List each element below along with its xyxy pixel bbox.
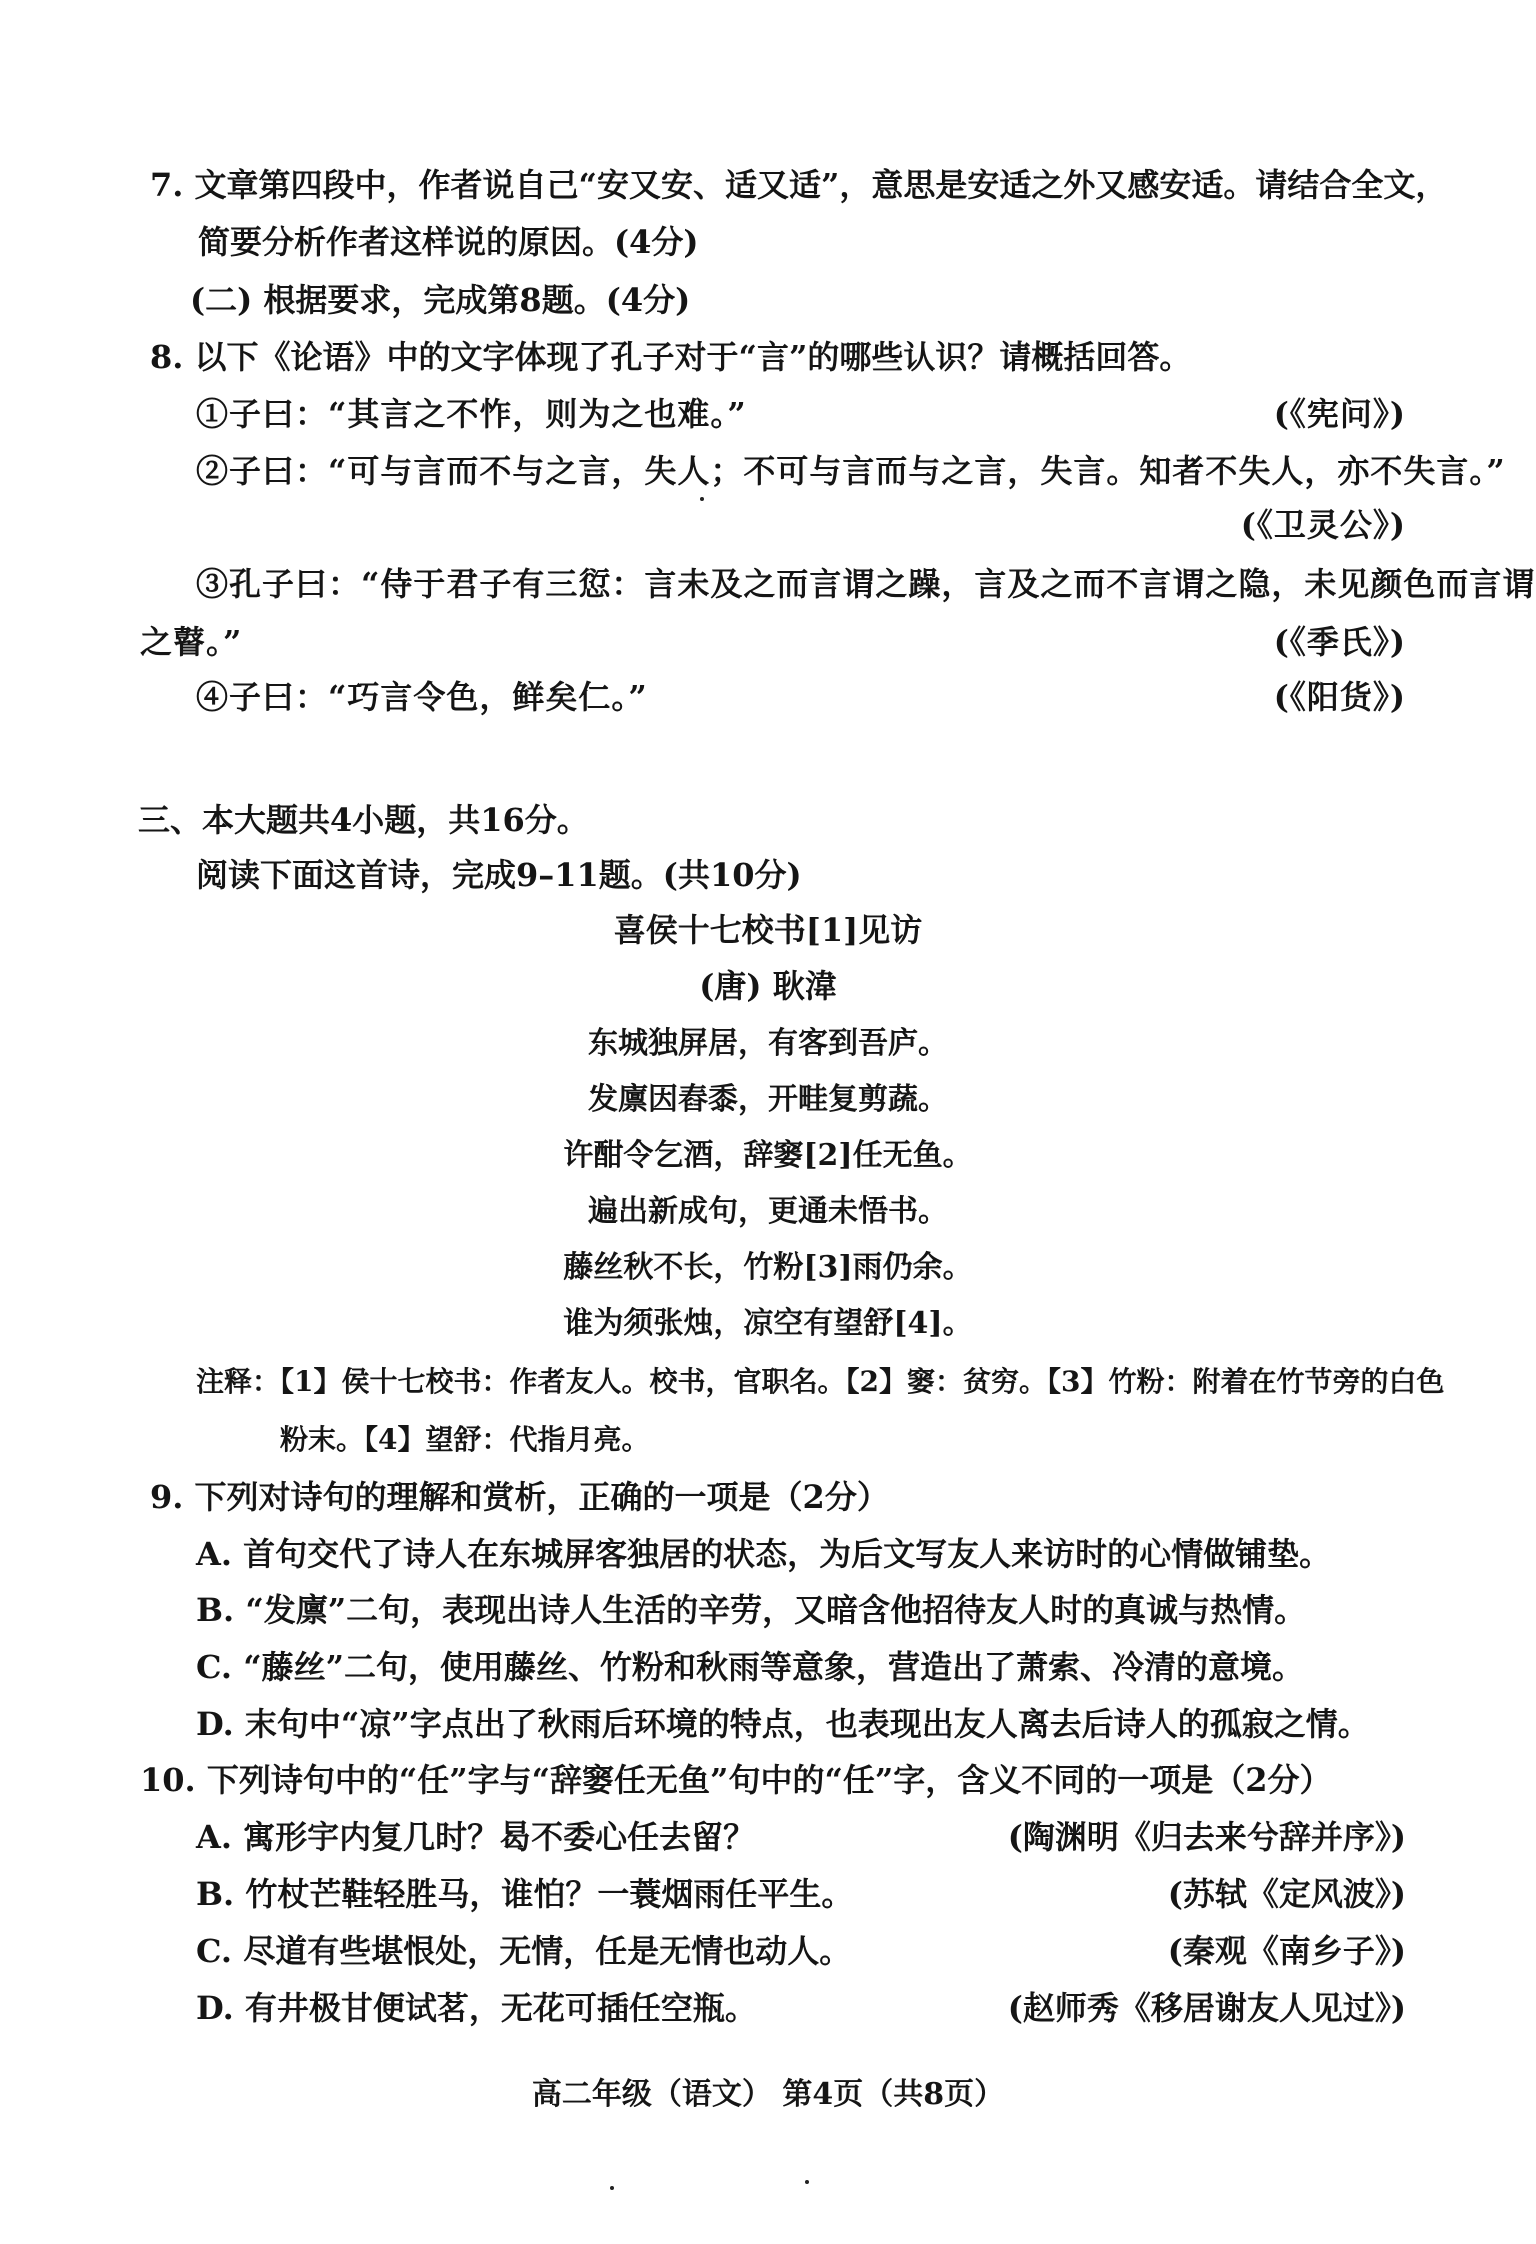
poem-line-1: 东城独屏居，有客到吾庐。	[588, 1026, 948, 1061]
poem-line-5: 藤丝秋不长，竹粉[3]雨仍余。	[563, 1250, 973, 1285]
q8-quote-1-source: (《宪问》)	[1273, 395, 1406, 433]
q8-quote-4-source: (《阳货》)	[1273, 678, 1406, 716]
poem-line-6: 谁为须张烛，凉空有望舒[4]。	[563, 1306, 973, 1341]
poem-line-2: 发廪因舂黍，开畦复剪蔬。	[588, 1082, 948, 1117]
poem-notes-line1: 注释：【1】侯十七校书：作者友人。校书，官职名。【2】窭：贫穷。【3】竹粉：附着在竹节旁的白色	[196, 1365, 1445, 1398]
q7-line2: 简要分析作者这样说的原因。(4分)	[198, 223, 699, 261]
scan-speck	[610, 2186, 614, 2190]
section3-intro: 阅读下面这首诗，完成9–11题。(共10分)	[196, 856, 802, 894]
q8-quote-1: ①子曰：“其言之不怍，则为之也难。”	[196, 395, 747, 433]
q8-quote-2-source: (《卫灵公》)	[1240, 506, 1406, 544]
section3-heading: 三、本大题共4小题，共16分。	[138, 801, 589, 839]
q8-quote-3-source: (《季氏》)	[1273, 623, 1406, 661]
q10-option-a: A. 寓形宇内复几时？曷不委心任去留？	[196, 1818, 756, 1856]
q7-line1: 7. 文章第四段中，作者说自己“安又安、适又适”，意思是安适之外又感安适。请结合全文，	[150, 166, 1448, 204]
q10-option-a-source: (陶渊明《归去来兮辞并序》)	[1007, 1818, 1406, 1856]
q9-option-a: A. 首句交代了诗人在东城屏客独居的状态，为后文写友人来访时的心情做铺垫。	[196, 1535, 1332, 1573]
poem-title: 喜侯十七校书[1]见访	[613, 911, 923, 949]
scan-speck	[700, 497, 704, 501]
q9-stem: 9. 下列对诗句的理解和赏析，正确的一项是（2分）	[150, 1478, 889, 1516]
q9-option-b: B. “发廪”二句，表现出诗人生活的辛劳，又暗含他招待友人时的真诚与热情。	[196, 1591, 1307, 1629]
q9-option-d: D. 末句中“凉”字点出了秋雨后环境的特点，也表现出友人离去后诗人的孤寂之情。	[196, 1705, 1370, 1743]
q8-quote-4: ④子曰：“巧言令色，鲜矣仁。”	[196, 678, 648, 716]
section2-heading: (二) 根据要求，完成第8题。(4分)	[190, 281, 691, 319]
poem-line-4: 遍出新成句，更通未悟书。	[588, 1194, 948, 1229]
q10-option-b-source: (苏轼《定风波》)	[1167, 1875, 1406, 1913]
q8-prompt: 8. 以下《论语》中的文字体现了孔子对于“言”的哪些认识？请概括回答。	[150, 338, 1192, 376]
scan-speck	[805, 2180, 809, 2184]
q10-option-c-source: (秦观《南乡子》)	[1167, 1932, 1406, 1970]
q10-option-d-source: (赵师秀《移居谢友人见过》)	[1007, 1989, 1406, 2027]
q10-stem: 10. 下列诗句中的“任”字与“辞窭任无鱼”句中的“任”字，含义不同的一项是（2分）	[140, 1761, 1332, 1799]
q10-option-c: C. 尽道有些堪恨处，无情，任是无情也动人。	[196, 1932, 852, 1970]
q10-option-b: B. 竹杖芒鞋轻胜马，谁怕？一蓑烟雨任平生。	[196, 1875, 854, 1913]
q8-quote-3-line1: ③孔子曰：“侍于君子有三愆：言未及之而言谓之躁，言及之而不言谓之隐，未见颜色而言谓	[196, 565, 1536, 603]
q8-quote-2: ②子曰：“可与言而不与之言，失人；不可与言而与之言，失言。知者不失人，亦不失言。”	[196, 452, 1506, 490]
poem-notes-line2: 粉末。【4】望舒：代指月亮。	[280, 1423, 650, 1456]
q8-quote-3-line2: 之瞽。”	[140, 623, 243, 661]
q10-option-d: D. 有井极甘便试茗，无花可插任空瓶。	[196, 1989, 757, 2027]
poem-author: (唐) 耿湋	[699, 967, 837, 1005]
q9-option-c: C. “藤丝”二句，使用藤丝、竹粉和秋雨等意象，营造出了萧索、冷清的意境。	[196, 1648, 1305, 1686]
page-footer: 高二年级（语文） 第4页（共8页）	[531, 2077, 1005, 2112]
poem-line-3: 许酣令乞酒，辞窭[2]任无鱼。	[563, 1138, 973, 1173]
